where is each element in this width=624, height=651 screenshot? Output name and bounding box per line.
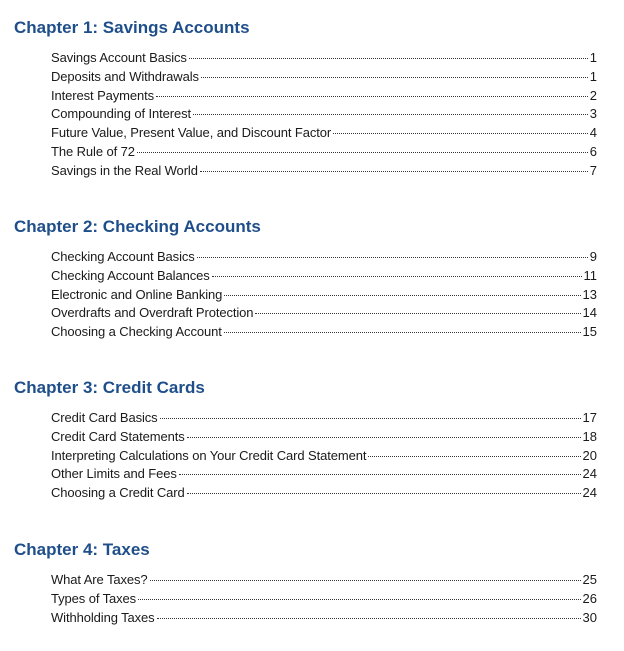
chapter-2-entries (51, 248, 597, 342)
toc-entry-title: Checking Account Basics (51, 249, 195, 264)
toc-entry-title: Future Value, Present Value, and Discount Factor (51, 125, 332, 141)
toc-entry-page: 25 (582, 572, 597, 587)
dot-leader (150, 580, 581, 581)
dot-leader (137, 152, 588, 153)
toc-entry-page: 30 (582, 609, 597, 625)
dot-leader (224, 332, 581, 333)
dot-leader (368, 456, 580, 457)
toc-entry[interactable] (51, 248, 597, 267)
chapter-3-entries (51, 409, 597, 503)
toc-entry-title: Credit Card Basics (51, 410, 158, 425)
toc-entry[interactable] (51, 162, 597, 181)
dot-leader (212, 276, 582, 277)
toc-entry-title: Electronic and Online Banking (51, 286, 223, 302)
toc-entry-title: Choosing a Checking Account (51, 324, 222, 340)
toc-entry-page: 18 (582, 428, 597, 444)
dot-leader (160, 418, 581, 419)
toc-entry[interactable] (51, 609, 597, 628)
toc-entry-title: Savings in the Real World (51, 162, 198, 178)
toc-entry-page: 7 (589, 162, 597, 178)
toc-entry-title: Choosing a Credit Card (51, 485, 185, 501)
toc-entry-page: 17 (582, 410, 597, 425)
toc-entry-title: The Rule of 72 (51, 143, 135, 159)
chapter-1-title: Chapter 1: Savings Accounts (14, 18, 250, 37)
toc-entry[interactable] (51, 124, 597, 143)
dot-leader (333, 133, 588, 134)
dot-leader (179, 474, 581, 475)
dot-leader (201, 77, 588, 78)
dot-leader (197, 257, 588, 258)
toc-entry[interactable] (51, 143, 597, 162)
toc-entry-page: 2 (589, 87, 597, 103)
dot-leader (224, 295, 580, 296)
toc-entry[interactable] (51, 304, 597, 323)
toc-entry-page: 26 (582, 590, 597, 606)
chapter-4-title: Chapter 4: Taxes (14, 540, 150, 559)
toc-entry-title: Compounding of Interest (51, 106, 192, 122)
toc-entry-title: What Are Taxes? (51, 572, 148, 587)
toc-entry-page: 15 (582, 324, 597, 340)
toc-entry[interactable] (51, 323, 597, 342)
toc-entry-page: 24 (582, 466, 597, 482)
toc-entry[interactable] (51, 87, 597, 106)
toc-entry[interactable] (51, 571, 597, 590)
toc-entry[interactable] (51, 49, 597, 68)
toc-entry-title: Checking Account Balances (51, 267, 210, 283)
toc-entry-title: Savings Account Basics (51, 50, 187, 65)
toc-entry-title: Interest Payments (51, 87, 155, 103)
toc-entry-title: Credit Card Statements (51, 428, 185, 444)
dot-leader (187, 493, 581, 494)
toc-entry-page: 1 (589, 68, 597, 84)
toc-entry[interactable] (51, 105, 597, 124)
chapter-3-title: Chapter 3: Credit Cards (14, 378, 205, 397)
toc-entry-page: 13 (582, 286, 597, 302)
toc-entry[interactable] (51, 428, 597, 447)
toc-entry-title: Overdrafts and Overdraft Protection (51, 305, 254, 321)
toc-entry-page: 1 (589, 50, 597, 65)
toc-entry[interactable] (51, 409, 597, 428)
dot-leader (200, 171, 588, 172)
dot-leader (187, 437, 581, 438)
toc-entry-page: 11 (583, 267, 597, 283)
toc-entry-page: 3 (589, 106, 597, 122)
toc-entry-page: 6 (589, 143, 597, 159)
toc-entry-title: Types of Taxes (51, 590, 137, 606)
toc-entry-title: Other Limits and Fees (51, 466, 177, 482)
toc-entry[interactable] (51, 465, 597, 484)
toc-entry[interactable] (51, 286, 597, 305)
dot-leader (255, 313, 580, 314)
dot-leader (193, 114, 588, 115)
toc-entry[interactable] (51, 447, 597, 466)
toc-entry[interactable] (51, 267, 597, 286)
toc-entry-page: 20 (582, 447, 597, 463)
chapter-2-title: Chapter 2: Checking Accounts (14, 217, 261, 236)
toc-entry-page: 4 (589, 125, 597, 141)
dot-leader (157, 618, 581, 619)
toc-entry[interactable] (51, 68, 597, 87)
dot-leader (156, 96, 588, 97)
toc-entry-page: 24 (582, 485, 597, 501)
chapter-4-entries (51, 571, 597, 627)
chapter-1-entries (51, 49, 597, 181)
toc-entry[interactable] (51, 484, 597, 503)
toc-entry-title: Interpreting Calculations on Your Credit Card Statement (51, 447, 367, 463)
toc-entry-title: Deposits and Withdrawals (51, 68, 199, 84)
toc-entry-page: 14 (582, 305, 597, 321)
dot-leader (189, 58, 588, 59)
toc-entry-page: 9 (589, 249, 597, 264)
toc-entry-title: Withholding Taxes (51, 609, 155, 625)
dot-leader (138, 599, 580, 600)
toc-entry[interactable] (51, 590, 597, 609)
